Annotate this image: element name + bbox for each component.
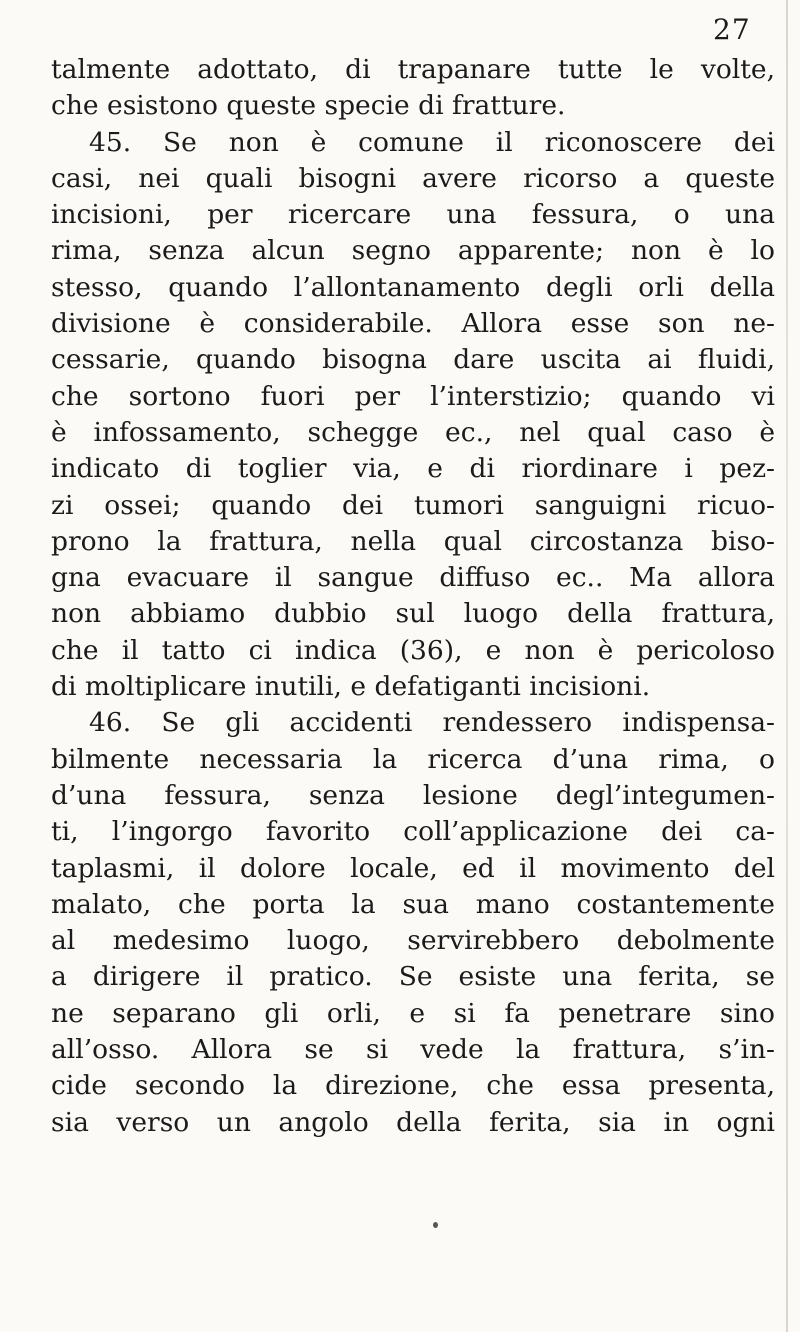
text-line: al medesimo luogo, servirebbero debolmente [51, 925, 775, 957]
text-line: incisioni, per ricercare una fessura, o una [51, 199, 775, 231]
text-line: che il tatto ci indica (36), e non è pericoloso [51, 634, 775, 666]
text-line: che esistono queste specie di fratture. [51, 90, 566, 122]
text-line: ti, l’ingorgo favorito coll’applicazione dei ca- [51, 816, 775, 848]
text-line: 45. Se non è comune il riconoscere dei [89, 126, 775, 158]
text-line: è infossamento, schegge ec., nel qual caso è [51, 416, 775, 448]
text-line: sia verso un angolo della ferita, sia in ogni [51, 1106, 775, 1138]
text-line: talmente adottato, di trapanare tutte le volte, [51, 54, 775, 85]
text-line: cide secondo la direzione, che essa presenta, [51, 1070, 775, 1102]
text-line: ne separano gli orli, e si fa penetrare sino [51, 997, 775, 1029]
ink-speck [433, 1222, 438, 1228]
text-line: cessarie, quando bisogna dare uscita ai fluidi, [51, 344, 775, 376]
text-line: che sortono fuori per l’interstizio; quando vi [51, 380, 775, 412]
page-number: 27 [713, 13, 751, 46]
text-line: malato, che porta la sua mano costantemente [51, 888, 775, 920]
text-line: indicato di toglier via, e di riordinare i pez- [51, 453, 775, 485]
text-line: prono la frattura, nella qual circostanza biso- [51, 525, 775, 557]
text-line: rima, senza alcun segno apparente; non è lo [51, 235, 775, 267]
text-line: non abbiamo dubbio sul luogo della frattura, [51, 598, 775, 630]
text-line: casi, nei quali bisogni avere ricorso a queste [51, 162, 775, 194]
text-line: 46. Se gli accidenti rendessero indispensa- [89, 707, 775, 739]
text-line: taplasmi, il dolore locale, ed il movimento del [51, 852, 775, 884]
text-line: d’una fessura, senza lesione degl’integumen- [51, 779, 775, 811]
text-line: gna evacuare il sangue diffuso ec.. Ma allora [51, 562, 775, 594]
text-line: di moltiplicare inutili, e defatiganti incisioni. [51, 671, 651, 703]
page-edge [786, 0, 788, 1332]
text-line: divisione è considerabile. Allora esse son ne- [51, 308, 775, 340]
body-text [51, 52, 775, 1141]
text-line: all’osso. Allora se si vede la frattura, s’in- [51, 1034, 775, 1066]
text-line: a dirigere il pratico. Se esiste una ferita, se [51, 961, 775, 993]
text-line: bilmente necessaria la ricerca d’una rima, o [51, 743, 775, 775]
text-line: stesso, quando l’allontanamento degli orli della [51, 271, 775, 303]
text-line: zi ossei; quando dei tumori sanguigni ricuo- [51, 489, 775, 521]
